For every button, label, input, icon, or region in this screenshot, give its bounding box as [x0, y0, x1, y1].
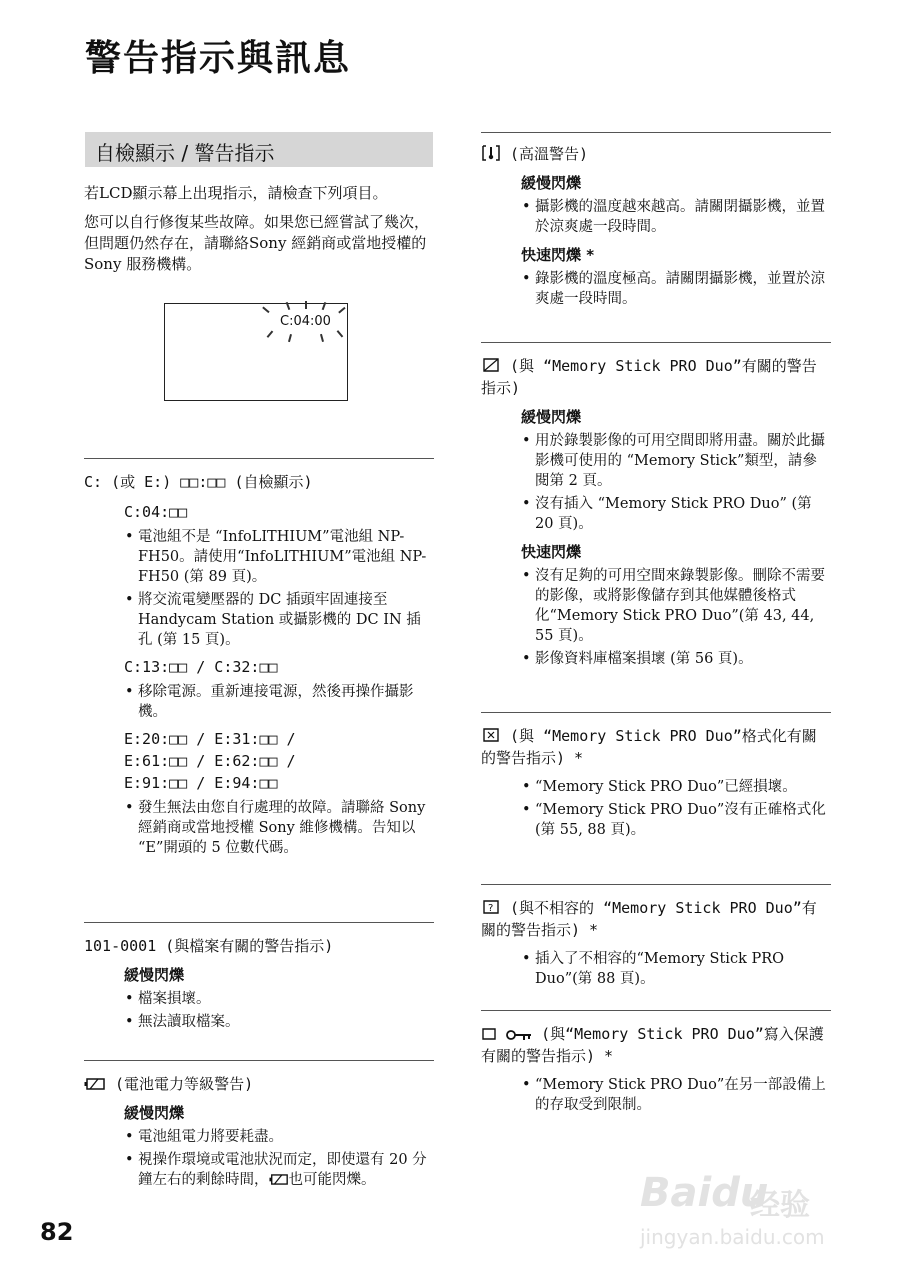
battery-warning-heading-text: (電池電力等級警告): [115, 1075, 254, 1093]
list-item: • 插入了不相容的“Memory Stick PRO Duo”(第 88 頁)。: [521, 949, 831, 989]
format-warning-heading: [481, 725, 831, 769]
slow-blink-label: 緩慢閃爍: [521, 408, 582, 426]
list-item: • 電池組電力將要耗盡。: [124, 1127, 434, 1147]
list-item: • 沒有足夠的可用空間來錄製影像。刪除不需要的影像，或將影像儲存到其他媒體後格式化“Memory Stick PRO Duo”(第 43, 44, 55 頁)。: [521, 566, 831, 646]
file-warning-list: [84, 989, 434, 1032]
fast-blink-label: 快速閃爍: [521, 543, 582, 561]
write-protect-heading-text: (與“Memory Stick PRO Duo”寫入保護有關的警告指示) *: [481, 1025, 824, 1065]
lcd-illustration: [164, 303, 348, 401]
key-icon: [506, 1029, 532, 1041]
battery-warning-section: [84, 1060, 434, 1196]
memory-stick-icon: [481, 357, 501, 373]
list-item: • 影像資料庫檔案損壞 (第 56 頁)。: [521, 649, 831, 669]
self-diagnosis-section: [84, 458, 434, 864]
battery-warning-list: [84, 1127, 434, 1190]
c04-list: [84, 527, 434, 650]
temp-slow-list: [481, 197, 831, 237]
ms-slow-list: [481, 431, 831, 534]
blink-ray: [338, 307, 345, 313]
fast-blink-label: 快速閃爍 *: [521, 246, 595, 264]
divider: [84, 922, 434, 923]
divider: [481, 1010, 831, 1011]
list-item: • 將交流電變壓器的 DC 插頭牢固連接至 Handycam Station 或攝影機的 DC IN 插孔 (第 15 頁)。: [124, 590, 434, 650]
list-item: • 發生無法由您自行處理的故障。請聯絡 Sony 經銷商或當地授權 Sony 維修機構。告知以 “E”開頭的 5 位數代碼。: [124, 798, 434, 858]
list-item: • “Memory Stick PRO Duo”已經損壞。: [521, 777, 831, 797]
write-protect-list: [481, 1075, 831, 1115]
list-item: • 攝影機的溫度越來越高。請關閉攝影機，並置於涼爽處一段時間。: [521, 197, 831, 237]
divider: [481, 132, 831, 133]
temp-fast-list: [481, 269, 831, 309]
file-warning-heading: 101-0001 (與檔案有關的警告指示): [84, 937, 334, 955]
e-code-list: [84, 798, 434, 858]
memory-stick-section: [481, 342, 831, 675]
battery-icon: [269, 1173, 289, 1186]
intro-paragraph-2: 您可以自行修復某些故障。如果您已經嘗試了幾次，但問題仍然存在，請聯絡Sony 經銷商或當地授權的 Sony 服務機構。: [84, 213, 430, 273]
divider: [481, 342, 831, 343]
list-item-text: 也可能閃爍。: [288, 1172, 376, 1188]
list-item: • 無法讀取檔案。: [124, 1012, 434, 1032]
slow-blink-label: 緩慢閃爍: [124, 966, 185, 984]
lcd-error-code: C:04:00: [280, 314, 331, 329]
svg-text:?: ?: [488, 903, 494, 914]
ms-fast-list: [481, 566, 831, 669]
memory-stick-heading-text: (與 “Memory Stick PRO Duo”有關的警告指示): [481, 357, 817, 397]
code-e-line-1: E:20:□□ / E:31:□□ /: [124, 730, 296, 748]
file-warning-section: [84, 922, 434, 1038]
code-c04: C:04:□□: [124, 503, 188, 521]
thermometer-icon: [481, 145, 501, 161]
section-header-bar: [85, 132, 433, 167]
incompatible-card-icon: [481, 899, 501, 915]
list-item: • “Memory Stick PRO Duo”在另一部設備上的存取受到限制。: [521, 1075, 831, 1115]
page-title: 警告指示與訊息: [85, 38, 352, 79]
list-item: • “Memory Stick PRO Duo”沒有正確格式化 (第 55, 88 頁)。: [521, 800, 831, 840]
code-c13-c32: C:13:□□ / C:32:□□: [124, 658, 278, 676]
memory-card-icon: [481, 1027, 497, 1041]
code-e-line-2: E:61:□□ / E:62:□□ /: [124, 752, 296, 770]
divider: [84, 458, 434, 459]
blink-ray: [322, 302, 326, 310]
divider: [84, 1060, 434, 1061]
blink-ray: [267, 330, 273, 337]
write-protect-section: [481, 1010, 831, 1121]
high-temp-heading: [481, 143, 831, 165]
blink-ray: [286, 302, 290, 310]
page-number: 82: [40, 1218, 74, 1246]
memory-stick-heading: [481, 355, 831, 399]
blink-ray: [288, 334, 292, 342]
battery-warning-heading: [84, 1073, 434, 1095]
battery-icon: [84, 1077, 106, 1091]
blink-ray: [337, 330, 343, 337]
format-warning-heading-text: (與 “Memory Stick PRO Duo”格式化有關的警告指示) *: [481, 727, 817, 767]
list-item: [124, 1150, 434, 1190]
incompatible-warning-list: [481, 949, 831, 989]
list-item: • 沒有插入 “Memory Stick PRO Duo” (第 20 頁)。: [521, 494, 831, 534]
format-error-icon: [481, 727, 501, 743]
c13-list: [84, 682, 434, 722]
slow-blink-label: 緩慢閃爍: [124, 1104, 185, 1122]
high-temp-heading-text: (高溫警告): [510, 145, 589, 163]
blink-ray: [305, 301, 307, 309]
incompatible-warning-section: [481, 884, 831, 995]
watermark-logo: Baidu: [640, 1170, 769, 1216]
write-protect-heading: [481, 1023, 831, 1067]
blink-ray: [262, 307, 269, 313]
divider: [481, 884, 831, 885]
format-warning-list: [481, 777, 831, 840]
format-warning-section: [481, 712, 831, 846]
section-title: 自檢顯示 / 警告指示: [95, 141, 275, 165]
divider: [481, 712, 831, 713]
left-column: [84, 183, 434, 401]
high-temp-section: [481, 132, 831, 315]
blink-ray: [320, 334, 324, 342]
watermark-url: jingyan.baidu.com: [640, 1225, 825, 1249]
self-diagnosis-heading: C: (或 E:) □□:□□ (自檢顯示): [84, 473, 313, 491]
watermark-brand: 经验: [750, 1188, 810, 1223]
incompatible-warning-heading-text: (與不相容的 “Memory Stick PRO Duo”有關的警告指示) *: [481, 899, 817, 939]
list-item-text: 視操作環境或電池狀況而定，即使還有 20 分鐘左右的剩餘時間，: [138, 1152, 427, 1188]
list-item: • 電池組不是 “InfoLITHIUM”電池組 NP-FH50。請使用“InfoLITHIUM”電池組 NP-FH50 (第 89 頁)。: [124, 527, 434, 587]
watermark: [640, 1150, 850, 1260]
list-item: • 錄影機的溫度極高。請關閉攝影機，並置於涼爽處一段時間。: [521, 269, 831, 309]
intro-paragraph-1: 若LCD顯示幕上出現指示，請檢查下列項目。: [84, 184, 388, 202]
list-item: • 用於錄製影像的可用空間即將用盡。關於此攝影機可使用的 “Memory Stick”類型，請參閱第 2 頁。: [521, 431, 831, 491]
list-item: • 移除電源。重新連接電源，然後再操作攝影機。: [124, 682, 434, 722]
list-item: • 檔案損壞。: [124, 989, 434, 1009]
slow-blink-label: 緩慢閃爍: [521, 174, 582, 192]
incompatible-warning-heading: [481, 897, 831, 941]
code-e-line-3: E:91:□□ / E:94:□□: [124, 774, 278, 792]
